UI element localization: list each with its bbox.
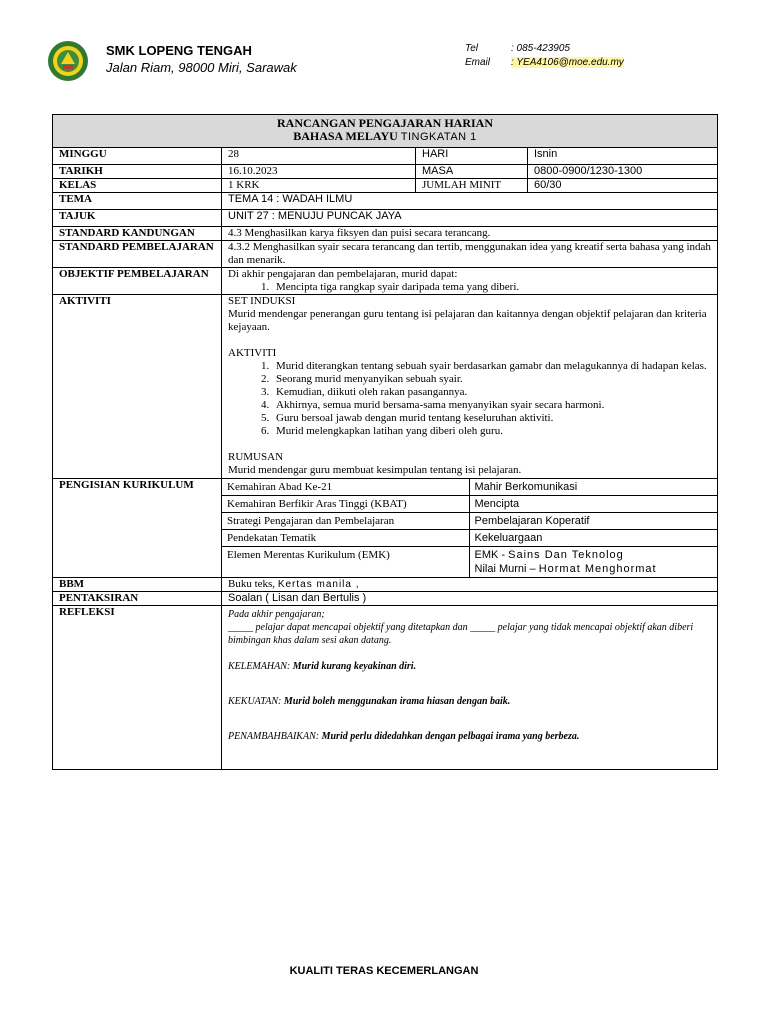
aktiviti-cell [222, 295, 718, 479]
title-level: TINGKATAN 1 [400, 131, 477, 143]
tajuk-value: UNIT 27 : MENUJU PUNCAK JAYA [222, 210, 718, 227]
tarikh-label: TARIKH [53, 165, 222, 179]
objektif-cell [222, 268, 718, 295]
title-line1: RANCANGAN PENGAJARAN HARIAN [277, 116, 493, 130]
penambahbaikan-value: Murid perlu didedahkan dengan pelbagai irama yang berbeza. [321, 731, 580, 742]
emk-value: Sains Dan Teknolog [508, 549, 624, 561]
table-title [53, 115, 718, 148]
aktiviti-title: AKTIVITI [228, 347, 277, 359]
school-address: Jalan Riam, 98000 Miri, Sarawak [106, 60, 297, 75]
standard-pembelajaran-label: STANDARD PEMBELAJARAN [53, 241, 222, 268]
pentaksiran-value: Soalan ( Lisan dan Bertulis ) [222, 592, 718, 606]
kurikulum-key: Kemahiran Abad Ke-21 [222, 479, 469, 496]
email-label: Email [465, 57, 491, 68]
objektif-label: OBJEKTIF PEMBELAJARAN [53, 268, 222, 295]
school-logo [47, 40, 89, 82]
list-item: 1. Mencipta tiga rangkap syair daripada tema yang diberi. [272, 281, 711, 294]
kurikulum-value: Kekeluargaan [469, 530, 717, 547]
tel-label: Tel [465, 43, 478, 54]
kurikulum-label: PENGISIAN KURIKULUM [53, 479, 222, 578]
kelemahan-label: KELEMAHAN: [228, 661, 291, 672]
bbm-label: BBM [53, 578, 222, 592]
lesson-plan-table [52, 114, 718, 770]
tarikh-value: 16.10.2023 [222, 165, 416, 179]
kurikulum-key: Kemahiran Berfikir Aras Tinggi (KBAT) [222, 496, 469, 513]
tema-label: TEMA [53, 193, 222, 210]
pentaksiran-label: PENTAKSIRAN [53, 592, 222, 606]
table-row [222, 479, 717, 496]
kurikulum-key: Pendekatan Tematik [222, 530, 469, 547]
table-row [222, 547, 717, 578]
kelemahan-value: Murid kurang keyakinan diri. [292, 661, 417, 672]
kelas-label: KELAS [53, 179, 222, 193]
title-subject: BAHASA MELAYU [293, 129, 398, 143]
bbm-value-a: Buku teks, [228, 578, 276, 590]
table-row [222, 496, 717, 513]
standard-pembelajaran-value: 4.3.2 Menghasilkan syair secara terancang dan tertib, menggunakan idea yang kreatif serta bahasa yang indah dan menarik. [222, 241, 718, 268]
emk-key: Elemen Merentas Kurikulum (EMK) [222, 547, 469, 578]
list-item: 5. Guru bersoal jawab dengan murid tentang keseluruhan aktiviti. [272, 412, 711, 425]
set-induksi-title: SET INDUKSI [228, 295, 296, 307]
rumusan-text: Murid mendengar guru membuat kesimpulan tentang isi pelajaran. [228, 464, 522, 476]
standard-kandungan-label: STANDARD KANDUNGAN [53, 227, 222, 241]
minggu-label: MINGGU [53, 148, 222, 165]
list-item: 1. Murid diterangkan tentang sebuah syair berdasarkan gamabr dan melagukannya di hadapan kelas. [272, 360, 711, 373]
kurikulum-cell [222, 479, 718, 578]
kelas-value: 1 KRK [222, 179, 416, 193]
kurikulum-table [222, 479, 717, 577]
bbm-value [222, 578, 718, 592]
table-row [222, 530, 717, 547]
school-name: SMK LOPENG TENGAH [106, 43, 252, 58]
footer-motto: KUALITI TERAS KECEMERLANGAN [289, 965, 479, 977]
jumlah-minit-value: 60/30 [528, 179, 718, 193]
list-item: 2. Seorang murid menyanyikan sebuah syair. [272, 373, 711, 386]
nilai-value: Hormat Menghormat [538, 563, 657, 575]
aktiviti-label: AKTIVITI [53, 295, 222, 479]
contact-block [465, 42, 624, 70]
refleksi-cell [222, 606, 718, 770]
aktiviti-list [228, 360, 711, 438]
tajuk-label: TAJUK [53, 210, 222, 227]
list-item: 6. Murid melengkapkan latihan yang diberi oleh guru. [272, 425, 711, 438]
tel-value: : 085-423905 [511, 43, 570, 54]
bbm-value-b: Kertas manila , [277, 579, 360, 590]
hari-label: HARI [416, 148, 528, 165]
refleksi-intro: Pada akhir pengajaran; [228, 609, 325, 620]
kurikulum-value: Pembelajaran Koperatif [469, 513, 717, 530]
objektif-list [228, 281, 711, 294]
minggu-value: 28 [222, 148, 416, 165]
set-induksi-text: Murid mendengar penerangan guru tentang isi pelajaran dan kaitannya dengan objektif pelajaran dan kriteria kejayaan. [228, 308, 707, 333]
refleksi-label: REFLEKSI [53, 606, 222, 770]
rumusan-title: RUMUSAN [228, 451, 284, 463]
tema-value: TEMA 14 : WADAH ILMU [222, 193, 718, 210]
objektif-intro: Di akhir pengajaran dan pembelajaran, murid dapat: [228, 268, 458, 280]
jumlah-minit-label: JUMLAH MINIT [416, 179, 528, 193]
emk-value-cell [469, 547, 717, 578]
kurikulum-key: Strategi Pengajaran dan Pembelajaran [222, 513, 469, 530]
nilai-label: Nilai Murni – [474, 563, 536, 575]
kurikulum-value: Mahir Berkomunikasi [469, 479, 717, 496]
refleksi-blank-text: _____ pelajar dapat mencapai objektif yang ditetapkan dan _____ pelajar yang tidak mencapai objektif akan diberi bimbingan khas dalam sesi akan datang. [228, 622, 694, 646]
kekuatan-value: Murid boleh menggunakan irama hiasan dengan baik. [283, 696, 511, 707]
masa-value: 0800-0900/1230-1300 [528, 165, 718, 179]
email-value: : YEA4106@moe.edu.my [511, 57, 624, 68]
list-item: 4. Akhirnya, semua murid bersama-sama menyanyikan syair secara harmoni. [272, 399, 711, 412]
emk-label: EMK - [474, 549, 506, 561]
list-item: 3. Kemudian, diikuti oleh rakan pasangannya. [272, 386, 711, 399]
standard-kandungan-value: 4.3 Menghasilkan karya fiksyen dan puisi secara terancang. [222, 227, 718, 241]
table-row [222, 513, 717, 530]
hari-value: Isnin [528, 148, 718, 165]
kekuatan-label: KEKUATAN: [228, 696, 282, 707]
penambahbaikan-label: PENAMBAHBAIKAN: [228, 731, 320, 742]
masa-label: MASA [416, 165, 528, 179]
kurikulum-value: Mencipta [469, 496, 717, 513]
